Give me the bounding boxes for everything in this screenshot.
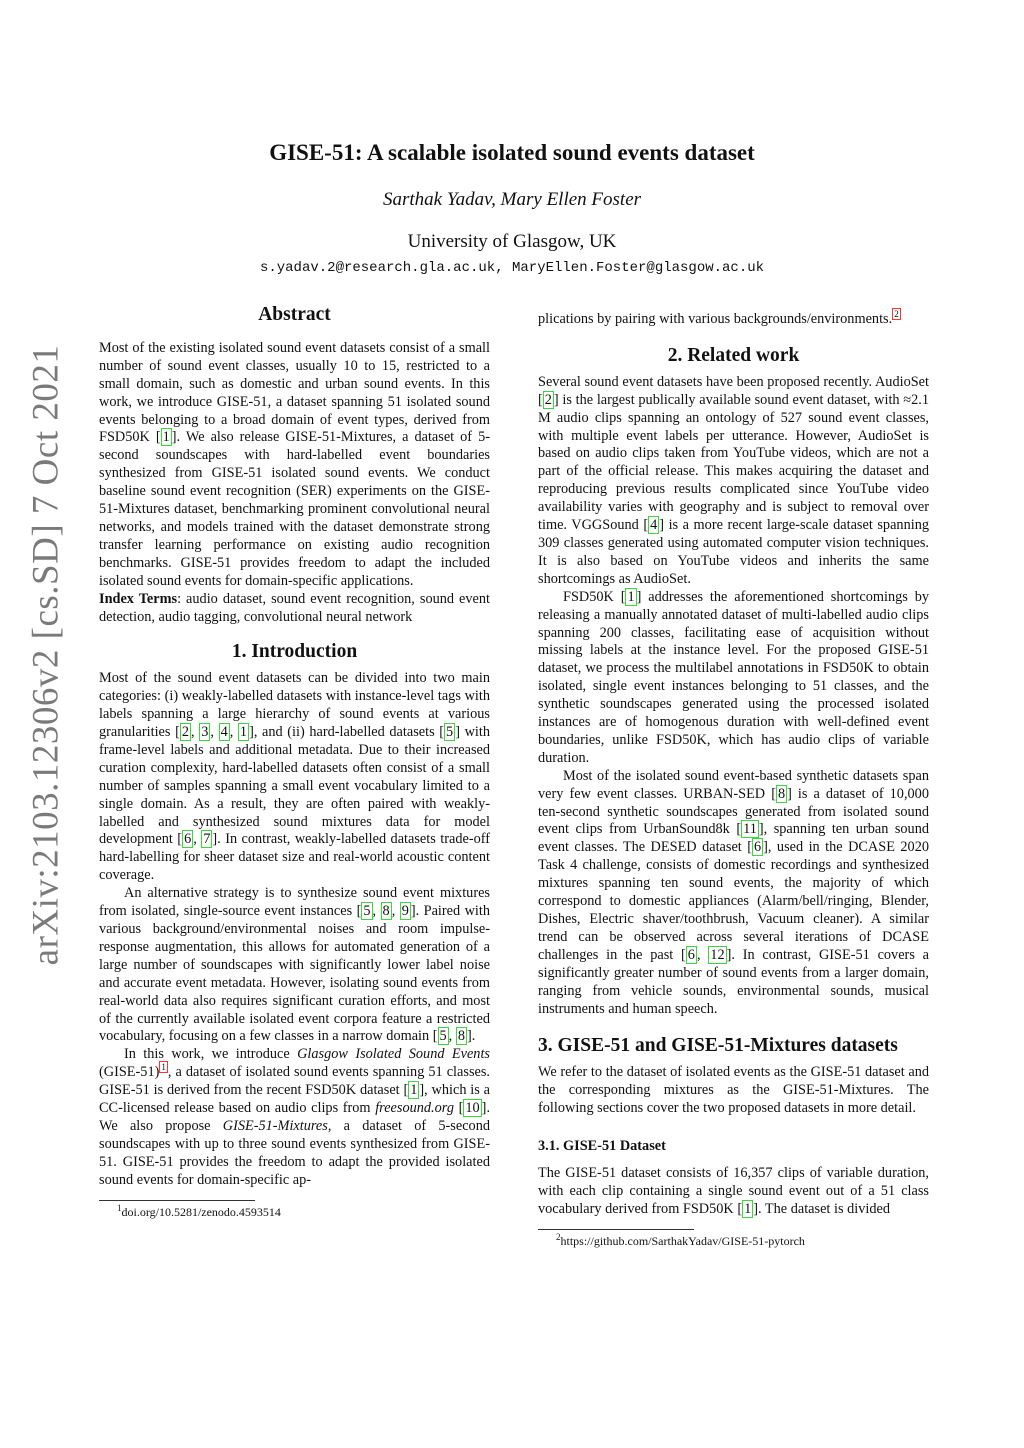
citation-link[interactable]: 1 [162,429,170,446]
footnote-rule [538,1229,694,1230]
footnote-github-link[interactable]: https://github.com/SarthakYadav/GISE-51-pytorch [560,1233,805,1248]
citation-link[interactable]: 1 [744,1200,752,1217]
citation-link[interactable]: 5 [363,903,371,920]
footnote-1: $^1$doi.org/10.5281/zenodo.4593514 [117,1202,281,1219]
citation-link[interactable]: 8 [457,1028,465,1045]
paper-title: GISE-51: A scalable isolated sound events dataset [269,140,755,165]
citation-link[interactable]: 10 [465,1100,480,1117]
affiliation: University of Glasgow, UK [407,231,617,252]
citation-link[interactable]: 6 [184,831,192,848]
footnote-rule [99,1200,255,1201]
citation-link[interactable]: 2 [544,391,552,408]
citation-link[interactable]: 3 [201,724,209,741]
citation-link[interactable]: 5 [439,1028,447,1045]
author-list: Sarthak Yadav, Mary Ellen Foster [382,189,642,210]
footnote-link[interactable]: 2 [894,309,899,320]
abstract-heading: Abstract [258,304,331,325]
right-column [538,306,929,1249]
citation-link[interactable]: 4 [220,724,228,741]
citation-link[interactable]: 7 [203,831,211,848]
introduction-heading: 1. Introduction [231,641,358,663]
citation-link[interactable]: 12 [710,946,725,963]
footnote-2: $^2$https://github.com/SarthakYadav/GISE-51-pytorch [556,1231,805,1248]
related-work-paragraph-1: Several sound event datasets have been proposed recently. AudioSet [ 2 ] is the largest publically available sound event dataset, with ≈2.1 M audio clips spanning an ontology of 527 sound event classes, with multiple event labels per utterance. However, AudioSet is based on audio clips taken from YouTube videos, which are not a part of the official release. This makes acquiring the dataset and reproducing previous results complicated since YouTube video availability varies with geography and is subject to removal over time. VGGSound [ 4 ] is a more recent large-scale dataset spanning 309 classes generated using automated computer vision techniques. It is also based on YouTube videos and inherits the same shortcomings as AudioSet. [538,373,929,587]
citation-link[interactable]: 8 [777,785,786,802]
citation-link[interactable]: 4 [650,517,658,534]
citation-link[interactable]: 5 [446,724,454,741]
intro-continuation: plications by pairing with various backgrounds/environments. $^2$ [538,309,899,327]
citation-link[interactable]: 6 [687,946,695,963]
citation-link[interactable]: 6 [753,839,762,856]
intro-paragraph-3: In this work, we introduce Glasgow Isolated Sound Events (GISE-51) $^1$ , a dataset of isolated sound events spanning 51 classes. GISE-51 is derived from the recent FSD50K dataset [ 1 ], which is a CC-licensed release based on audio clips from freesound.org [ 10 ]. We also propose GISE-51-Mixtures, a dataset of 5-second soundscapes with up to three sound events synthesized from GISE-51. GISE-51 provides the freedom to adapt the provided isolated sound events for domain-specific ap- [99,1046,491,1188]
related-work-paragraph-3: Most of the isolated sound event-based synthetic datasets span very few event classes. URBAN-SED [ 8 ] is a dataset of 10,000 ten-second synthetic soundscapes generated from isolated sound event clips from UrbanSound8k [ 11 ], spanning ten urban sound event classes. The DESED dataset [ 6 ], used in the DCASE 2020 Task 4 challenge, consists of domestic recordings and synthesized mixtures spanning ten sound events, the majority of which correspond to domestic appliances (Alarm/bell/ringing, Blender, Dishes, Electric shaver/toothbrush, Vacuum cleaner). A similar trend can be observed across several iterations of DCASE challenges in the past [ 6 , 12 ]. In contrast, GISE-51 covers a significantly greater number of sound events from a larger domain, ranging from vehicle sounds, environmental sounds, musical instruments and human speech. [538,767,930,1017]
citation-link[interactable]: 9 [401,903,409,920]
citation-link[interactable]: 2 [181,724,189,741]
footnote-link[interactable]: 1 [161,1062,166,1073]
citation-link[interactable]: 1 [627,588,635,605]
subsection-3-1-heading: 3.1. GISE-51 Dataset [538,1138,666,1155]
intro-paragraph-1: Most of the sound event datasets can be divided into two main categories: (i) weakly-labelled datasets with instance-level tags with labels spanning a large hierarchy of sound events at various granularities [ 2 , 3 , 4 , 1 ], and (ii) hard-labelled datasets [ 5 ] with frame-level labels and additional metadata. Due to their increased curation complexity, hard-labelled datasets often consist of a small number of samples spanning a small event vocabulary limited to a single domain. As a result, they are often paired with weakly-labelled and synthesized sound mixtures data for model development [ 6 , 7 ]. In contrast, weakly-labelled datasets trade-off hard-labelling for sheer dataset size and real-world acoustic content coverage. [99,670,491,884]
abstract-body: Most of the existing isolated sound event datasets consist of a small number of sound event classes, usually 10 to 15, restricted to a small domain, such as domestic and urban sound events. In this work, we introduce GISE-51, a dataset spanning 51 isolated sound events belonging to a broad domain of event types, derived from FSD50K [ 1 ]. We also release GISE-51-Mixtures, a dataset of 5-second soundscapes with hard-labelled event boundaries synthesized from GISE-51 isolated sound events. We conduct baseline sound event recognition (SER) experiments on the GISE-51-Mixtures dataset, benchmarking prominent convolutional neural networks, and models trained with the dataset demonstrate strong transfer learning performance on existing audio recognition benchmarks. GISE-51 provides freedom to adapt the included isolated sound events for domain-specific applications. [99,339,490,589]
subsection-3-1-paragraph: The GISE-51 dataset consists of 16,357 clips of variable duration, with each clip containing a single sound event out of a 51 class vocabulary derived from FSD50K [ 1 ]. The dataset is divided [538,1164,929,1217]
citation-link[interactable]: 1 [410,1082,418,1099]
related-work-paragraph-2: FSD50K [ 1 ] addresses the aforementioned shortcomings by releasing a manually annotated dataset of multi-labelled audio clips spanning 200 classes, facilitating ease of acquisition without missing labels at the instance level. For the proposed GISE-51 dataset, we process the multilabel annotations in FSD50K to obtain isolated, single event instances belonging to 51 classes, and the synthetic soundscapes generated using the processed isolated instances are of homogenous duration with well-defined event boundaries, unlike FSD50K, which has audio clips of variable duration. [538,588,929,766]
left-column [99,306,490,1220]
index-terms-label: Index Terms [99,590,178,607]
related-work-heading: 2. Related work [667,344,800,366]
author-emails: s.yadav.2@research.gla.ac.uk, MaryEllen.Foster@glasgow.ac.uk [259,260,765,276]
arxiv-id-text: arXiv:2103.12306v2 [cs.SD] 7 Oct 2021 [25,344,67,966]
intro-paragraph-2: An alternative strategy is to synthesize sound event mixtures from isolated, single-source event instances [ 5 , 8 , 9 ]. Paired with various background/environmental noises and room impulse-response augmentation, this allows for automated generation of a large number of soundscapes with significantly lower label noise and accurate event metadata. However, isolating sound events from real-world data also requires significant curation efforts, and most of the currently available isolated event corpora feature a restricted vocabulary, focusing on a few classes in a narrow domain [ 5 , 8 ]. [99,885,491,1045]
citation-link[interactable]: 11 [743,821,757,838]
index-terms: Index Terms: audio dataset, sound event recognition, sound event detection, audio tagging, convolutional neural network [99,590,490,625]
section-3-heading: 3. GISE-51 and GISE-51-Mixtures datasets [538,1035,898,1057]
footnote-doi-link[interactable]: doi.org/10.5281/zenodo.4593514 [121,1204,281,1219]
citation-link[interactable]: 8 [382,903,390,920]
section-3-intro: We refer to the dataset of isolated events as the GISE-51 dataset and the corresponding mixtures as the GISE-51-Mixtures. The following sections cover the two proposed datasets in more detail. [538,1064,929,1117]
citation-link[interactable]: 1 [239,724,248,741]
